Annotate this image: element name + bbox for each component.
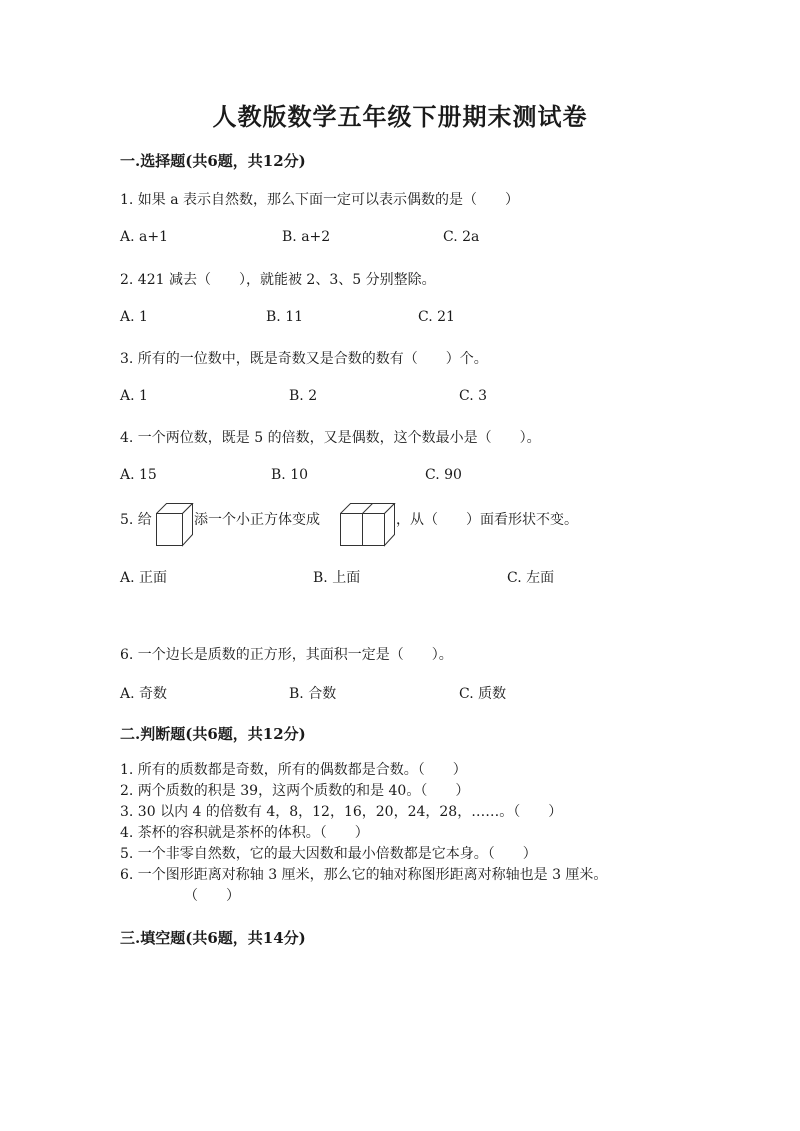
option-1b: B. a+2 [282, 229, 331, 245]
question-6: 6. 一个边长是质数的正方形，其面积一定是（ ）。 [120, 647, 453, 663]
option-4c: C. 90 [425, 467, 462, 483]
question-5-part-1: 5. 给 [120, 512, 152, 528]
option-4a: A. 15 [120, 467, 157, 483]
option-3c: C. 3 [459, 388, 488, 404]
section-heading-fill: 三.填空题(共6题，共14分) [120, 929, 306, 947]
option-4b: B. 10 [271, 467, 309, 483]
option-5c: C. 左面 [507, 570, 555, 586]
option-1c: C. 2a [443, 229, 480, 245]
option-2a: A. 1 [120, 309, 148, 325]
question-2: 2. 421 减去（ ），就能被 2、3、5 分别整除。 [120, 272, 436, 288]
option-3a: A. 1 [120, 388, 148, 404]
question-1: 1. 如果 a 表示自然数，那么下面一定可以表示偶数的是（ ） [120, 192, 520, 208]
question-3: 3. 所有的一位数中，既是奇数又是合数的数有（ ）个。 [120, 351, 488, 367]
tf-item-1: 1. 所有的质数都是奇数，所有的偶数都是合数。（ ） [120, 762, 467, 778]
option-2c: C. 21 [418, 309, 455, 325]
tf-item-5: 5. 一个非零自然数，它的最大因数和最小倍数都是它本身。（ ） [120, 846, 537, 862]
tf-item-2: 2. 两个质数的积是 39，这两个质数的和是 40。（ ） [120, 783, 470, 799]
question-5-part-2: 添一个小正方体变成 [194, 512, 320, 528]
option-1a: A. a+1 [120, 229, 168, 245]
exam-title: 人教版数学五年级下册期末测试卷 [212, 102, 588, 131]
option-6b: B. 合数 [289, 686, 337, 702]
question-5-part-3: ，从（ ）面看形状不变。 [396, 512, 578, 528]
option-5a: A. 正面 [120, 570, 168, 586]
option-2b: B. 11 [266, 309, 304, 325]
option-6c: C. 质数 [459, 686, 507, 702]
option-6a: A. 奇数 [120, 686, 168, 702]
tf-item-4: 4. 茶杯的容积就是茶杯的体积。（ ） [120, 825, 369, 841]
cube-figure-single [156, 503, 194, 547]
tf-item-6-answer-bracket: （ ） [184, 888, 240, 904]
section-heading-choice: 一.选择题(共6题，共12分) [120, 152, 306, 170]
option-3b: B. 2 [289, 388, 318, 404]
tf-item-6: 6. 一个图形距离对称轴 3 厘米，那么它的轴对称图形距离对称轴也是 3 厘米。 [120, 867, 608, 883]
option-5b: B. 上面 [313, 570, 361, 586]
cube-figure-double [340, 503, 396, 547]
question-4: 4. 一个两位数，既是 5 的倍数，又是偶数，这个数最小是（ ）。 [120, 430, 541, 446]
tf-item-3: 3. 30 以内 4 的倍数有 4，8，12，16，20，24，28，……。（ ） [120, 804, 563, 820]
section-heading-truefalse: 二.判断题(共6题，共12分) [120, 725, 306, 743]
